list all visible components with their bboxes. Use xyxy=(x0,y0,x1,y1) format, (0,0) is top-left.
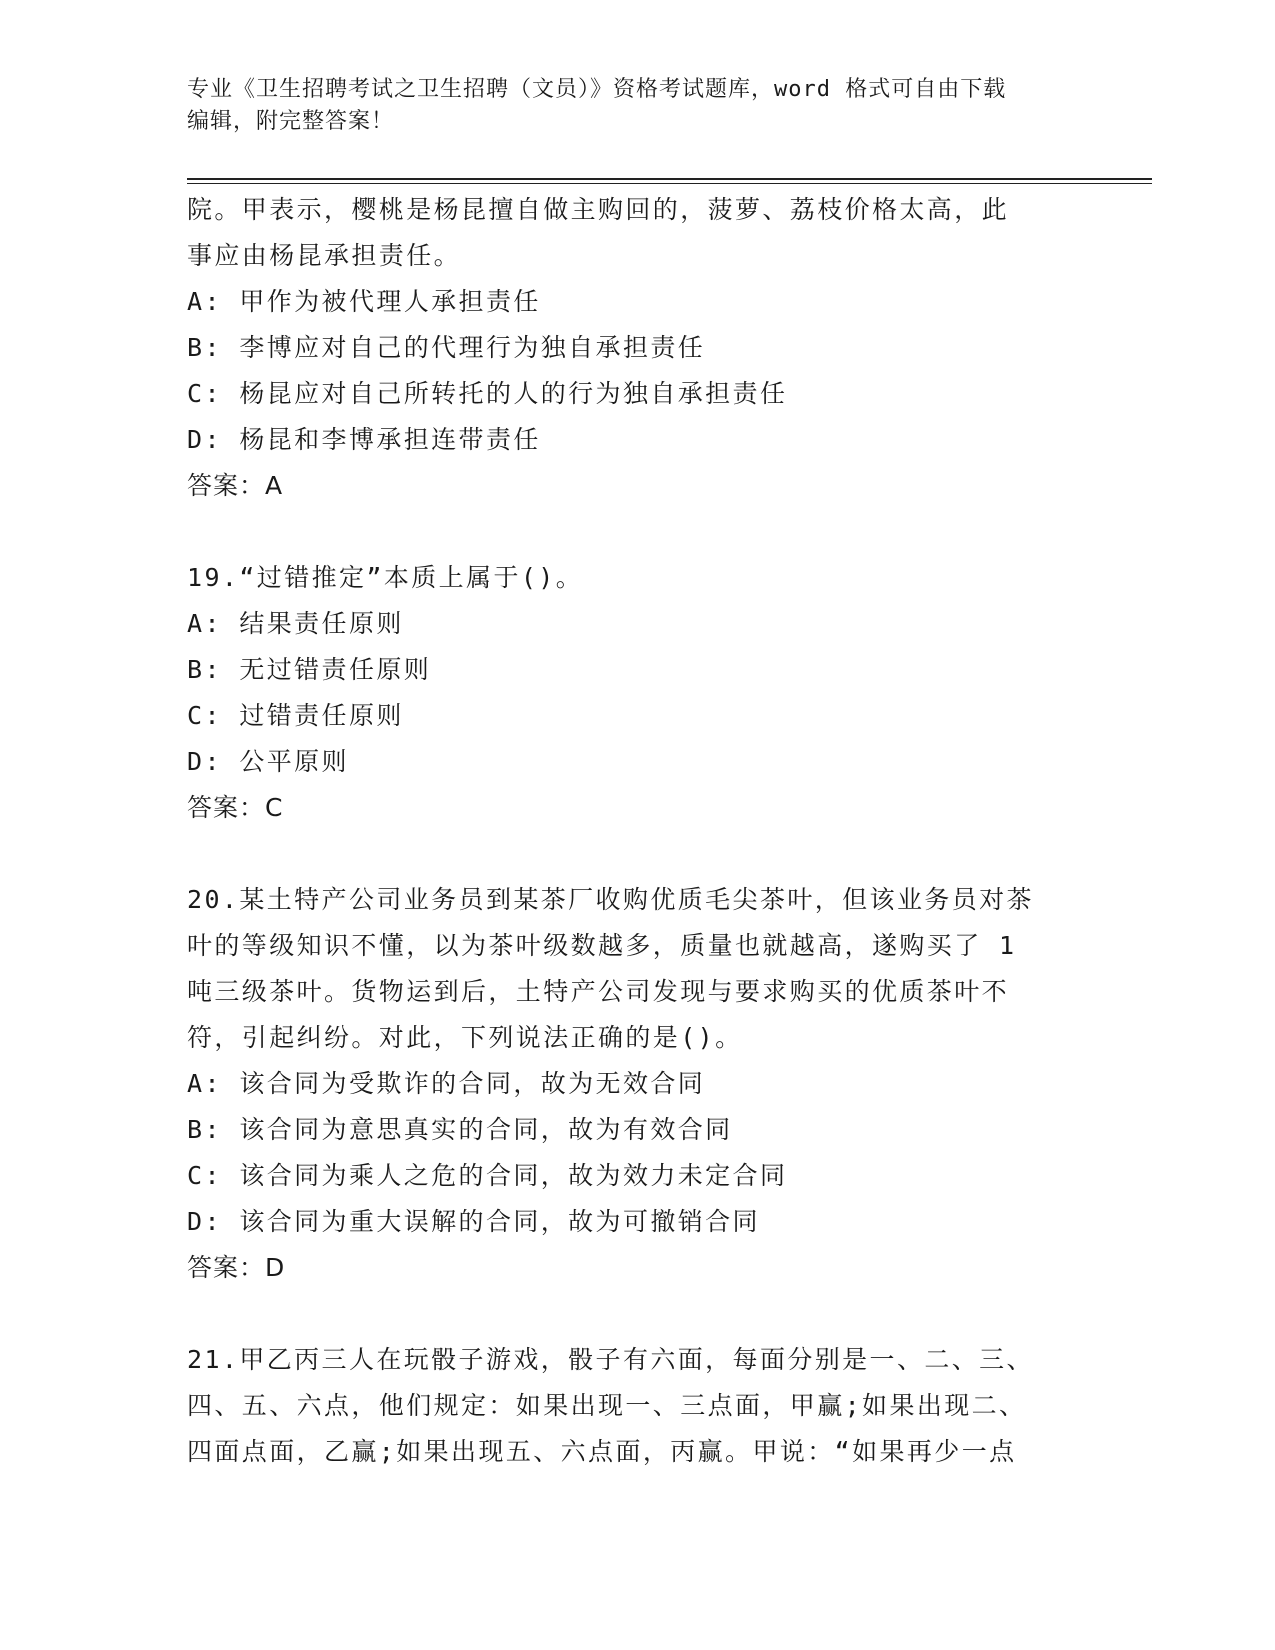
option-a: A: 结果责任原则 xyxy=(187,609,404,638)
header-divider-thin xyxy=(187,183,1152,184)
question-content xyxy=(187,187,1087,1475)
question-text-line: 四、五、六点，他们规定：如果出现一、三点面，甲赢;如果出现二、 xyxy=(187,1391,1027,1420)
document-header xyxy=(187,74,1087,138)
header-line-1: 专业《卫生招聘考试之卫生招聘（文员）》资格考试题库，word 格式可自由下载 xyxy=(187,77,1007,102)
answer: 答案：D xyxy=(187,1253,286,1282)
option-d: D: 公平原则 xyxy=(187,747,349,776)
question-20 xyxy=(187,877,1087,1291)
spacer xyxy=(187,831,1087,877)
question-text-line: 事应由杨昆承担责任。 xyxy=(187,241,462,270)
option-c: C: 过错责任原则 xyxy=(187,701,404,730)
question-text-line: 21.甲乙丙三人在玩骰子游戏，骰子有六面，每面分别是一、二、三、 xyxy=(187,1345,1034,1374)
option-d: D: 杨昆和李博承担连带责任 xyxy=(187,425,541,454)
option-b: B: 无过错责任原则 xyxy=(187,655,432,684)
question-text-line: 吨三级茶叶。货物运到后，土特产公司发现与要求购买的优质茶叶不 xyxy=(187,977,1010,1006)
option-a: A: 甲作为被代理人承担责任 xyxy=(187,287,541,316)
spacer xyxy=(187,1291,1087,1337)
header-line-2: 编辑，附完整答案！ xyxy=(187,109,395,134)
question-21 xyxy=(187,1337,1087,1475)
spacer xyxy=(187,509,1087,555)
question-text-line: 院。甲表示，樱桃是杨昆擅自做主购回的，菠萝、荔枝价格太高，此 xyxy=(187,195,1010,224)
question-text-line: 符，引起纠纷。对此，下列说法正确的是()。 xyxy=(187,1023,743,1052)
option-a: A: 该合同为受欺诈的合同，故为无效合同 xyxy=(187,1069,706,1098)
option-b: B: 李博应对自己的代理行为独自承担责任 xyxy=(187,333,706,362)
answer: 答案：C xyxy=(187,793,284,822)
question-text-line: 19.“过错推定”本质上属于()。 xyxy=(187,563,584,592)
option-c: C: 该合同为乘人之危的合同，故为效力未定合同 xyxy=(187,1161,788,1190)
question-text-line: 20.某土特产公司业务员到某茶厂收购优质毛尖茶叶，但该业务员对茶 xyxy=(187,885,1034,914)
question-text-line: 叶的等级知识不懂，以为茶叶级数越多，质量也就越高，遂购买了 1 xyxy=(187,931,1017,960)
question-18-continuation xyxy=(187,187,1087,509)
option-b: B: 该合同为意思真实的合同，故为有效合同 xyxy=(187,1115,733,1144)
header-divider-thick xyxy=(187,178,1152,180)
option-c: C: 杨昆应对自己所转托的人的行为独自承担责任 xyxy=(187,379,788,408)
answer: 答案：A xyxy=(187,471,284,500)
question-19 xyxy=(187,555,1087,831)
option-d: D: 该合同为重大误解的合同，故为可撤销合同 xyxy=(187,1207,760,1236)
question-text-line: 四面点面，乙赢;如果出现五、六点面，丙赢。甲说：“如果再少一点 xyxy=(187,1437,1017,1466)
